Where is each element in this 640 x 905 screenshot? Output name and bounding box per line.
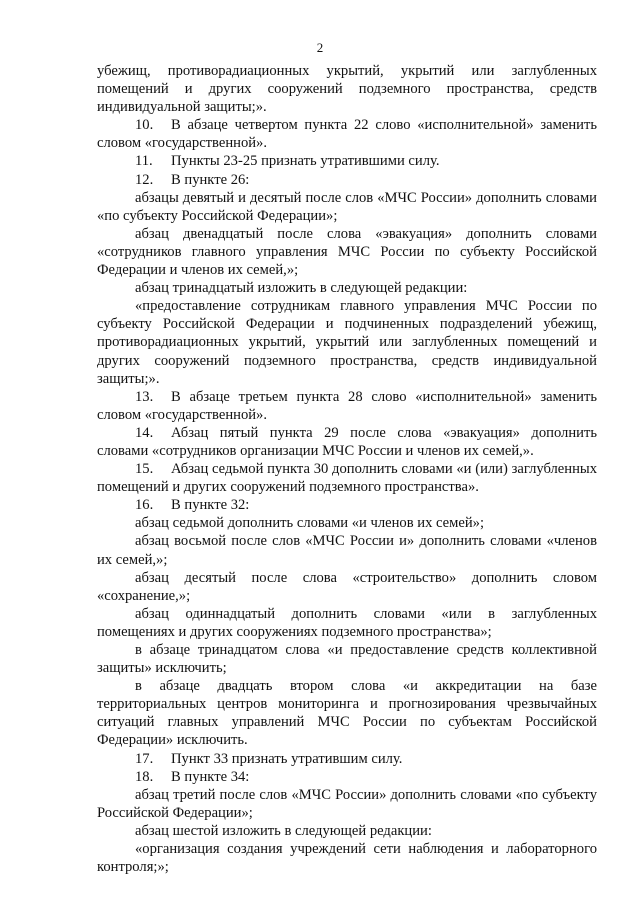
numbered-paragraph (97, 388, 597, 424)
paragraph-number: 14. (135, 424, 154, 441)
paragraph (97, 822, 597, 840)
document-body (97, 62, 597, 876)
numbered-paragraph (97, 116, 597, 152)
numbered-paragraph (97, 496, 597, 514)
paragraph (97, 532, 597, 568)
paragraph-text: убежищ, противорадиационных укрытий, укрытий или заглубленных помещений и других сооружений подземного пространства, средств индивидуальной защиты;». (97, 63, 597, 116)
paragraph-number: 10. (135, 117, 154, 134)
paragraph-text: В пункте 26: (171, 171, 250, 188)
paragraph (97, 189, 597, 225)
paragraph (97, 605, 597, 641)
numbered-paragraph (97, 171, 597, 189)
paragraph-text: в абзаце двадцать втором слова «и аккредитации на базе территориальных центров мониторинга и прогнозирования чрезвычайных ситуаций главных управлений МЧС России по субъектам Российской Федерации» исключить. (97, 678, 597, 749)
page-number: 2 (316, 40, 324, 55)
paragraph-number: 13. (135, 388, 154, 405)
paragraph-text: абзац тринадцатый изложить в следующей редакции: (135, 280, 468, 297)
numbered-paragraph (97, 152, 597, 170)
paragraph-text: Пункты 23-25 признать утратившими силу. (171, 153, 440, 170)
paragraph (97, 677, 597, 749)
paragraph-continuation (97, 62, 597, 116)
paragraph-text: абзац двенадцатый после слова «эвакуация» дополнить словами «сотрудников главного управления МЧС России по субъекту Российской Федерации и членов их семей,»; (97, 225, 597, 279)
paragraph-text: Пункт 33 признать утратившим силу. (171, 750, 403, 767)
paragraph-number: 15. (135, 461, 154, 478)
paragraph-text: абзац третий после слов «МЧС России» дополнить словами «по субъекту Российской Федерации»; (97, 786, 597, 821)
paragraph-number: 18. (135, 768, 154, 785)
paragraph-number: 11. (135, 153, 153, 170)
paragraph (97, 569, 597, 605)
paragraph (97, 840, 597, 876)
paragraph (97, 279, 597, 297)
paragraph (97, 297, 597, 387)
paragraph-text: в абзаце тринадцатом слова «и предоставление средств коллективной защиты» исключить; (97, 642, 597, 677)
paragraph-text: абзацы девятый и десятый после слов «МЧС России» дополнить словами «по субъекту Российской Федерации»; (97, 189, 597, 224)
paragraph-text: Абзац седьмой пункта 30 дополнить словами «и (или) заглубленных помещений и других сооружений подземного пространства». (97, 461, 597, 496)
paragraph-text: абзац шестой изложить в следующей редакции: (135, 822, 432, 839)
numbered-paragraph (97, 460, 597, 496)
paragraph (97, 786, 597, 822)
paragraph-number: 16. (135, 497, 154, 514)
numbered-paragraph (97, 768, 597, 786)
paragraph-text: В пункте 34: (171, 768, 250, 785)
paragraph (97, 514, 597, 532)
paragraph-text: абзац восьмой после слов «МЧС России и» дополнить словами «членов их семей,»; (97, 533, 597, 568)
numbered-paragraph (97, 424, 597, 460)
paragraph-text: абзац десятый после слова «строительство» дополнить словом «сохранение,»; (97, 569, 597, 604)
paragraph-number: 12. (135, 171, 154, 188)
paragraph (97, 225, 597, 279)
paragraph-text: В абзаце четвертом пункта 22 слово «исполнительной» заменить словом «государственной». (97, 117, 597, 152)
paragraph-text: абзац одиннадцатый дополнить словами «или в заглубленных помещениях и других сооружениях подземного пространства»; (97, 605, 597, 640)
numbered-paragraph (97, 750, 597, 768)
paragraph-text: абзац седьмой дополнить словами «и членов их семей»; (135, 515, 485, 532)
paragraph-number: 17. (135, 750, 154, 767)
paragraph-text: В абзаце третьем пункта 28 слово «исполнительной» заменить словом «государственной». (97, 388, 597, 423)
paragraph-text: «организация создания учреждений сети наблюдения и лабораторного контроля;»; (97, 841, 597, 876)
paragraph-text: Абзац пятый пункта 29 после слова «эвакуация» дополнить словами «сотрудников организации МЧС России и членов их семей,». (97, 424, 597, 459)
paragraph-text: В пункте 32: (171, 497, 250, 514)
paragraph-text: «предоставление сотрудникам главного управления МЧС России по субъекту Российской Федерации и подчиненных подразделений убежищ, противорадиационных укрытий, укрытий или заглубленных помещений и других сооружений подземного пространства, средств индивидуальной защиты;». (97, 298, 597, 387)
paragraph (97, 641, 597, 677)
